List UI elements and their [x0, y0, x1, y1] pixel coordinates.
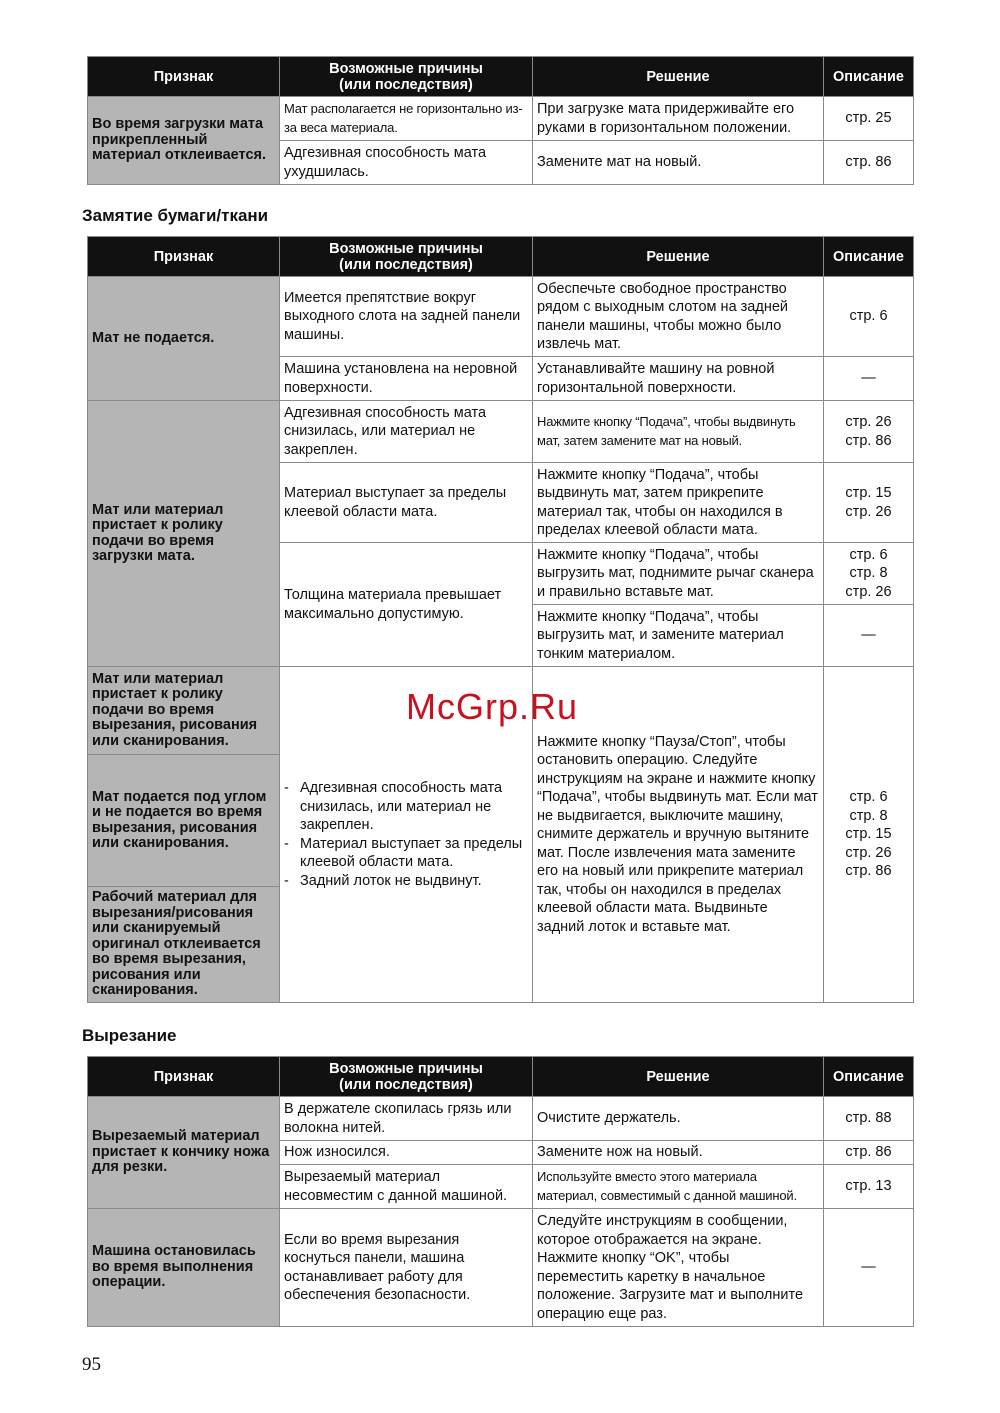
- reference-cell: стр. 88: [824, 1097, 914, 1141]
- table-paper-jam: [87, 236, 914, 1003]
- header-causes: Возможные причины (или последствия): [280, 1057, 533, 1097]
- reference-cell: стр. 86: [824, 141, 914, 185]
- watermark: McGrp.Ru: [406, 686, 579, 727]
- table-cutting: [87, 1056, 914, 1327]
- cause-cell: Если во время вырезания коснуться панели, машина останавливает работу для обеспечения безопасности.: [280, 1209, 533, 1327]
- table-header-row: [88, 237, 914, 277]
- reference-cell: стр. 26 стр. 86: [824, 401, 914, 463]
- symptom-cell: Мат или материал пристает к ролику подачи во время вырезания, рисования или сканирования.: [88, 667, 280, 755]
- header-symptom: Признак: [88, 1057, 280, 1097]
- solution-cell: Замените нож на новый.: [533, 1141, 824, 1165]
- symptom-cell: Во время загрузки мата прикрепленный материал отклеивается.: [88, 97, 280, 185]
- header-causes: Возможные причины (или последствия): [280, 57, 533, 97]
- header-symptom: Признак: [88, 57, 280, 97]
- cause-cell: Вырезаемый материал несовместим с данной машиной.: [280, 1165, 533, 1209]
- solution-cell: Обеспечьте свободное пространство рядом с выходным слотом на задней панели машины, чтобы можно было извлечь мат.: [533, 277, 824, 357]
- reference-cell: стр. 13: [824, 1165, 914, 1209]
- header-solution: Решение: [533, 57, 824, 97]
- section-title-cutting: Вырезание: [82, 1026, 177, 1045]
- header-reference: Описание: [824, 57, 914, 97]
- cause-cell: В держателе скопилась грязь или волокна нитей.: [280, 1097, 533, 1141]
- reference-cell: стр. 6 стр. 8 стр. 15 стр. 26 стр. 86: [824, 667, 914, 1003]
- table-row: [88, 1209, 914, 1327]
- header-solution: Решение: [533, 237, 824, 277]
- table-mat-loading: [87, 56, 914, 185]
- cause-cell: Адгезивная способность мата ухудшилась.: [280, 141, 533, 185]
- header-causes: Возможные причины (или последствия): [280, 237, 533, 277]
- cause-cell: Машина установлена на неровной поверхности.: [280, 357, 533, 401]
- cause-cell: Толщина материала превышает максимально допустимую.: [280, 543, 533, 667]
- cause-cell: Материал выступает за пределы клеевой области мата.: [280, 463, 533, 543]
- section-title-paper-jam: Замятие бумаги/ткани: [82, 206, 269, 225]
- solution-cell: Нажмите кнопку “Подача”, чтобы выдвинуть мат, затем прикрепите материал так, чтобы он находился в пределах клеевой области мата.: [533, 463, 824, 543]
- symptom-cell: Мат не подается.: [88, 277, 280, 401]
- reference-cell: стр. 15 стр. 26: [824, 463, 914, 543]
- reference-cell: стр. 25: [824, 97, 914, 141]
- cause-list: [284, 779, 528, 890]
- solution-cell: Нажмите кнопку “Пауза/Стоп”, чтобы остановить операцию. Следуйте инструкциям на экране и нажмите кнопку “Подача”, чтобы выдвинуть мат. Если мат не выдвигается, выключите машину, снимите держатель и вручную вытяните мат. После извлечения мата замените его на новый или прикрепите материал так, чтобы он находился в пределах клеевой области мата. Выдвиньте задний лоток и вставьте мат.: [533, 667, 824, 1003]
- list-item: - Адгезивная способность мата снизилась, или материал не закреплен.: [284, 779, 528, 835]
- solution-cell: Очистите держатель.: [533, 1097, 824, 1141]
- table-row: [88, 277, 914, 357]
- reference-cell: —: [824, 357, 914, 401]
- reference-cell: —: [824, 1209, 914, 1327]
- reference-cell: —: [824, 605, 914, 667]
- header-symptom: Признак: [88, 237, 280, 277]
- table-row: [88, 97, 914, 141]
- page-number: 95: [82, 1354, 101, 1375]
- symptom-cell: Рабочий материал для вырезания/рисования или сканируемый оригинал отклеивается во время вырезания, рисования или сканирования.: [88, 887, 280, 1003]
- list-item: - Задний лоток не выдвинут.: [284, 872, 528, 891]
- reference-cell: стр. 6: [824, 277, 914, 357]
- symptom-cell: Мат или материал пристает к ролику подачи во время загрузки мата.: [88, 401, 280, 667]
- symptom-cell: Мат подается под углом и не подается во время вырезания, рисования или сканирования.: [88, 755, 280, 887]
- solution-cell: Нажмите кнопку “Подача”, чтобы выгрузить мат, поднимите рычаг сканера и правильно вставьте мат.: [533, 543, 824, 605]
- header-reference: Описание: [824, 237, 914, 277]
- reference-cell: стр. 6 стр. 8 стр. 26: [824, 543, 914, 605]
- table-row: [88, 1097, 914, 1141]
- cause-cell: Мат располагается не горизонтально из-за веса материала.: [280, 97, 533, 141]
- solution-cell: Следуйте инструкциям в сообщении, которое отображается на экране. Нажмите кнопку “OK”, чтобы переместить каретку в начальное положение. Загрузите мат и выполните операцию еще раз.: [533, 1209, 824, 1327]
- reference-cell: стр. 86: [824, 1141, 914, 1165]
- cause-cell: Имеется препятствие вокруг выходного слота на задней панели машины.: [280, 277, 533, 357]
- solution-cell: Замените мат на новый.: [533, 141, 824, 185]
- cause-cell: Нож износился.: [280, 1141, 533, 1165]
- header-reference: Описание: [824, 1057, 914, 1097]
- table-header-row: [88, 57, 914, 97]
- solution-cell: При загрузке мата придерживайте его руками в горизонтальном положении.: [533, 97, 824, 141]
- table-row: [88, 401, 914, 463]
- header-solution: Решение: [533, 1057, 824, 1097]
- cause-cell: Адгезивная способность мата снизилась, или материал не закреплен.: [280, 401, 533, 463]
- table-header-row: [88, 1057, 914, 1097]
- solution-cell: Используйте вместо этого материала материал, совместимый с данной машиной.: [533, 1165, 824, 1209]
- solution-cell: Нажмите кнопку “Подача”, чтобы выгрузить мат, и замените материал тонким материалом.: [533, 605, 824, 667]
- solution-cell: Устанавливайте машину на ровной горизонтальной поверхности.: [533, 357, 824, 401]
- list-item: - Материал выступает за пределы клеевой области мата.: [284, 835, 528, 872]
- symptom-cell: Вырезаемый материал пристает к кончику ножа для резки.: [88, 1097, 280, 1209]
- solution-cell: Нажмите кнопку “Подача”, чтобы выдвинуть мат, затем замените мат на новый.: [533, 401, 824, 463]
- symptom-cell: Машина остановилась во время выполнения операции.: [88, 1209, 280, 1327]
